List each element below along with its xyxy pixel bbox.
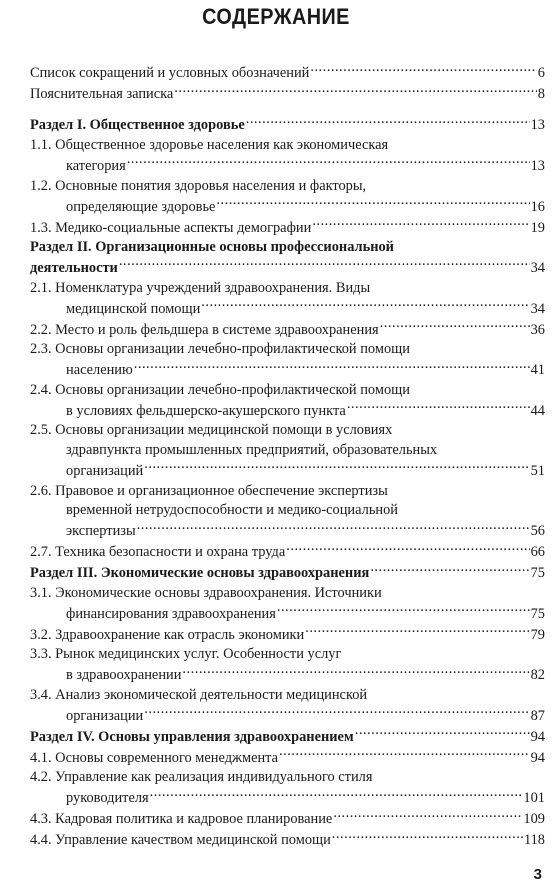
toc-entry-text: здравпункта промышленных предприятий, образовательных (66, 441, 438, 458)
toc-entry-text: 2.1. Номенклатура учреждений здравоохранения. Виды (30, 279, 371, 296)
toc-page-number: 66 (530, 544, 545, 561)
toc-entry[interactable] (30, 217, 545, 238)
toc-page-number: 118 (523, 832, 545, 849)
dot-leader (333, 809, 522, 823)
page-number: 3 (533, 866, 542, 883)
toc-entry-text: 1.2. Основные понятия здоровья населения и факторы, (30, 177, 367, 194)
toc-entry-text: 4.2. Управление как реализация индивидуального стиля (30, 769, 373, 786)
toc-entry-text: 2.7. Техника безопасности и охрана труда (30, 544, 286, 561)
page-title: СОДЕРЖАНИЕ (202, 4, 350, 29)
toc-page-number: 44 (530, 402, 545, 419)
toc-entry-text: руководителя (66, 790, 149, 807)
toc-entry-text: 3.3. Рынок медицинских услуг. Особенности услуг (30, 646, 342, 663)
toc-entry-text: деятельности (30, 260, 118, 277)
toc-entry-text: 1.3. Медико-социальные аспекты демографии (30, 219, 312, 236)
toc-entry[interactable] (30, 421, 545, 481)
toc-section-entry[interactable] (30, 115, 545, 136)
toc-page-number: 34 (530, 260, 545, 277)
toc-entry[interactable] (30, 381, 545, 422)
dot-leader (286, 542, 529, 556)
toc-entry-text: 4.1. Основы современного менеджмента (30, 749, 279, 766)
toc-entry[interactable] (30, 830, 545, 851)
toc-page-number: 34 (530, 300, 545, 317)
toc-entry-text: 3.2. Здравоохранение как отрасль экономики (30, 626, 305, 643)
toc-entry[interactable] (30, 482, 545, 542)
toc-entry-text: 2.6. Правовое и организационное обеспечение экспертизы (30, 482, 388, 499)
toc-page-number: 41 (530, 362, 545, 379)
dot-leader (279, 747, 530, 761)
dot-leader (144, 705, 529, 719)
toc-page-number: 75 (530, 565, 545, 582)
dot-leader (380, 319, 530, 333)
toc-page-number: 56 (530, 523, 545, 540)
toc-entry-text: определяющие здоровье (66, 198, 216, 215)
toc-entry-text: организации (66, 707, 144, 724)
toc-entry-text: 3.1. Экономические основы здравоохранения. Источники (30, 584, 382, 601)
toc-page-number: 51 (530, 462, 545, 479)
toc-entry-text: 2.3. Основы организации лечебно-профилактической помощи (30, 341, 410, 358)
toc-entry[interactable] (30, 645, 545, 686)
toc-entry-text: в здравоохранении (66, 667, 182, 684)
toc-page-number: 8 (537, 86, 545, 103)
dot-leader (370, 563, 529, 577)
dot-leader (332, 830, 523, 844)
toc-page-number: 87 (530, 707, 545, 724)
dot-leader (246, 115, 530, 129)
toc-page-number: 79 (530, 626, 545, 643)
dot-leader (182, 665, 529, 679)
toc-entry-text: Пояснительная записка (30, 86, 174, 103)
toc-page-number: 94 (530, 728, 545, 745)
dot-leader (134, 360, 530, 374)
toc-entry-text: в условиях фельдшерско-акушерского пункта (66, 402, 346, 419)
toc-entry-text: Раздел IV. Основы управления здравоохранением (30, 728, 354, 745)
dot-leader (150, 788, 523, 802)
toc-entry-text: 2.2. Место и роль фельдшера в системе здравоохранения (30, 321, 379, 338)
toc-entry[interactable] (30, 340, 545, 381)
toc-entry[interactable] (30, 84, 545, 105)
toc-section-entry[interactable] (30, 563, 545, 584)
dot-leader (137, 521, 530, 535)
toc-entry-text: населению (66, 362, 133, 379)
toc-entry-text: финансирования здравоохранения (66, 605, 276, 622)
toc-section-entry[interactable] (30, 726, 545, 747)
toc-entry[interactable] (30, 809, 545, 830)
toc-entry[interactable] (30, 136, 545, 177)
toc-page-number: 36 (530, 321, 545, 338)
toc-entry[interactable] (30, 63, 545, 84)
toc-entry[interactable] (30, 542, 545, 563)
dot-leader (355, 726, 530, 740)
dot-leader (216, 196, 529, 210)
toc-entry-text: 4.3. Кадровая политика и кадровое планирование (30, 811, 333, 828)
dot-leader (174, 84, 537, 98)
dot-leader (277, 603, 530, 617)
toc-entry-text: временной нетрудоспособности и медико-социальной (66, 502, 398, 519)
toc-section-entry[interactable] (30, 238, 545, 279)
dot-leader (312, 217, 529, 231)
toc-page-number: 101 (523, 790, 545, 807)
toc-entry-text: 1.1. Общественное здоровье населения как экономическая (30, 136, 389, 153)
dot-leader (201, 298, 529, 312)
toc-entry-text: 3.4. Анализ экономической деятельности медицинской (30, 686, 368, 703)
toc-entry[interactable] (30, 279, 545, 320)
toc-entry-text: Раздел II. Организационные основы профессиональной (30, 239, 394, 256)
dot-leader (119, 258, 530, 272)
dot-leader (144, 461, 529, 475)
toc-entry-text: организаций (66, 462, 144, 479)
toc-entry[interactable] (30, 319, 545, 340)
toc-page-number: 16 (530, 198, 545, 215)
toc-entry-text: медицинской помощи (66, 300, 201, 317)
toc-page-number: 109 (523, 811, 545, 828)
toc-entry-text: категория (66, 157, 126, 174)
dot-leader (305, 624, 529, 638)
table-of-contents (30, 63, 545, 851)
toc-entry-text: Раздел I. Общественное здоровье (30, 117, 245, 134)
toc-entry-text: 2.5. Основы организации медицинской помощи в условиях (30, 422, 393, 439)
toc-entry[interactable] (30, 177, 545, 218)
toc-page-number: 13 (530, 117, 545, 134)
toc-page-number: 6 (537, 65, 545, 82)
toc-page-number: 19 (530, 219, 545, 236)
toc-page-number: 13 (530, 157, 545, 174)
dot-leader (310, 63, 536, 77)
toc-page-number: 82 (530, 667, 545, 684)
toc-entry[interactable] (30, 686, 545, 727)
toc-entry-text: экспертизы (66, 523, 136, 540)
toc-entry[interactable] (30, 768, 545, 809)
toc-entry[interactable] (30, 624, 545, 645)
toc-entry-text: 2.4. Основы организации лечебно-профилактической помощи (30, 381, 410, 398)
toc-page-number: 75 (530, 605, 545, 622)
dot-leader (127, 156, 530, 170)
dot-leader (347, 400, 530, 414)
toc-entry-text: 4.4. Управление качеством медицинской помощи (30, 832, 331, 849)
toc-page-number: 94 (530, 749, 545, 766)
toc-entry[interactable] (30, 584, 545, 625)
toc-entry-text: Список сокращений и условных обозначений (30, 65, 310, 82)
toc-entry-text: Раздел III. Экономические основы здравоохранения (30, 565, 370, 582)
toc-entry[interactable] (30, 747, 545, 768)
